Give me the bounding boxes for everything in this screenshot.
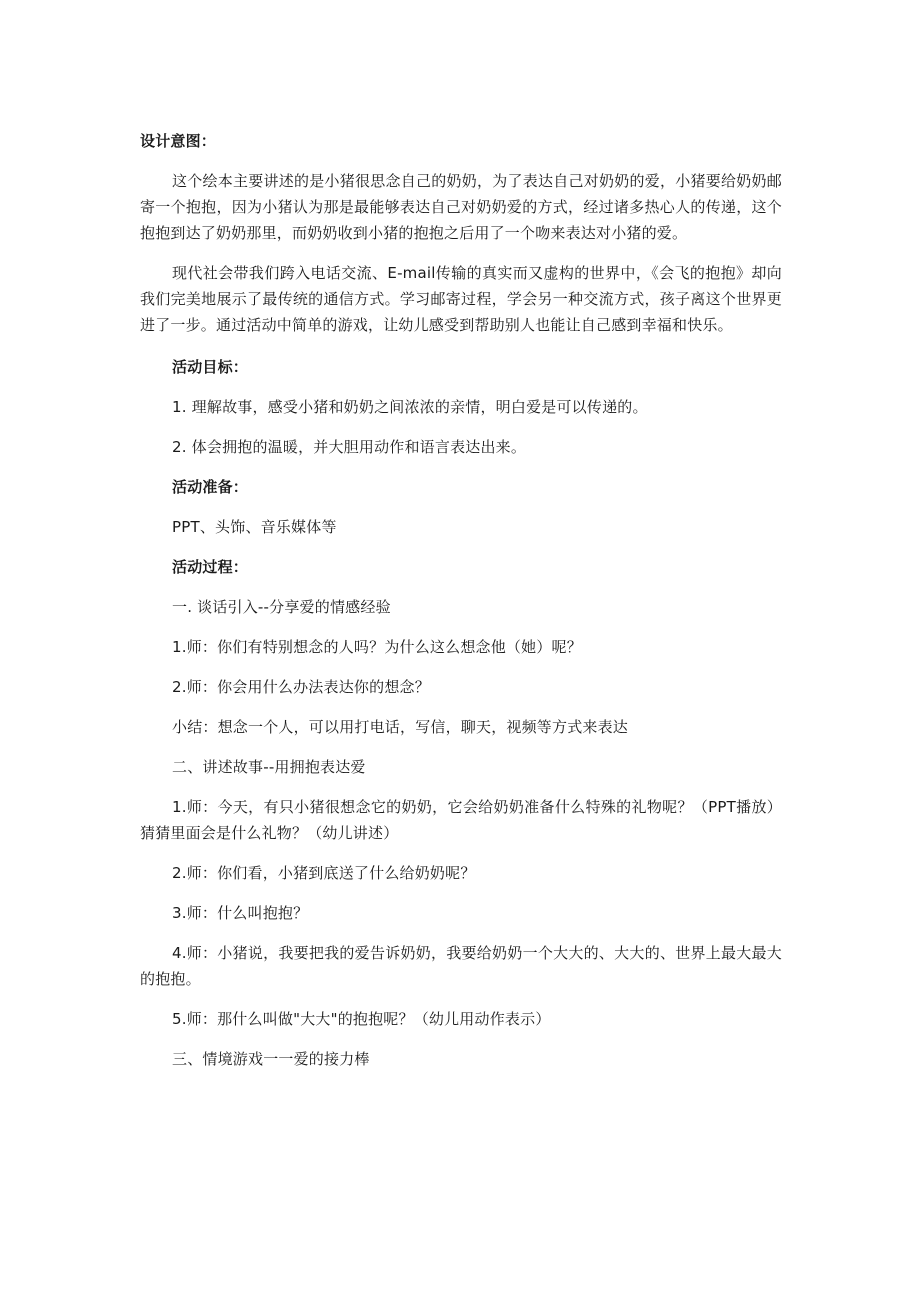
process-step-2-question-3: 3.师：什么叫抱抱？	[172, 904, 309, 922]
subheading-activity-goals: 活动目标：	[172, 358, 249, 376]
process-step-3-title: 三、情境游戏一一爱的接力棒	[172, 1050, 370, 1068]
process-step-2-question-1: 1.师：今天，有只小猪很想念它的奶奶，它会给奶奶准备什么特殊的礼物呢？（PPT播放）猜猜里面会是什么礼物？（幼儿讲述）	[140, 798, 782, 842]
process-step-1-title: 一. 谈话引入--分享爱的情感经验	[172, 598, 391, 616]
preparation-item: PPT、头饰、音乐媒体等	[172, 518, 337, 536]
process-step-1-question-1: 1.师：你们有特别想念的人吗？为什么这么想念他（她）呢？	[172, 638, 582, 656]
process-step-2-question-4: 4.师：小猪说，我要把我的爱告诉奶奶，我要给奶奶一个大大的、大大的、世界上最大最大的抱抱。	[140, 944, 782, 988]
process-step-2-question-2: 2.师：你们看，小猪到底送了什么给奶奶呢？	[172, 864, 476, 882]
goal-item-2: 2. 体会拥抱的温暖，并大胆用动作和语言表达出来。	[172, 438, 527, 456]
subheading-activity-process: 活动过程：	[172, 558, 249, 576]
goal-item-1: 1. 理解故事，感受小猪和奶奶之间浓浓的亲情，明白爱是可以传递的。	[172, 398, 648, 416]
subheading-activity-preparation: 活动准备：	[172, 478, 249, 496]
process-step-1-summary: 小结：想念一个人，可以用打电话，写信，聊天，视频等方式来表达	[172, 718, 629, 736]
process-step-2-question-5: 5.师：那什么叫做"大大"的抱抱呢？（幼儿用动作表示）	[172, 1010, 551, 1028]
paragraph-modern-society: 现代社会带我们跨入电话交流、E-mail传输的真实而又虚构的世界中，《会飞的抱抱》却向我们完美地展示了最传统的通信方式。学习邮寄过程，学会另一种交流方式，孩子离这个世界更进了一步。通过活动中简单的游戏，让幼儿感受到帮助别人也能让自己感到幸福和快乐。	[140, 264, 782, 334]
heading-design-intent: 设计意图：	[140, 132, 217, 150]
document-body	[140, 128, 782, 1072]
process-step-2-title: 二、讲述故事--用拥抱表达爱	[172, 758, 366, 776]
paragraph-story-summary: 这个绘本主要讲述的是小猪很思念自己的奶奶，为了表达自己对奶奶的爱，小猪要给奶奶邮寄一个抱抱，因为小猪认为那是最能够表达自己对奶奶爱的方式，经过诸多热心人的传递，这个抱抱到达了奶奶那里，而奶奶收到小猪的抱抱之后用了一个吻来表达对小猪的爱。	[140, 172, 782, 242]
process-step-1-question-2: 2.师：你会用什么办法表达你的想念？	[172, 678, 430, 696]
